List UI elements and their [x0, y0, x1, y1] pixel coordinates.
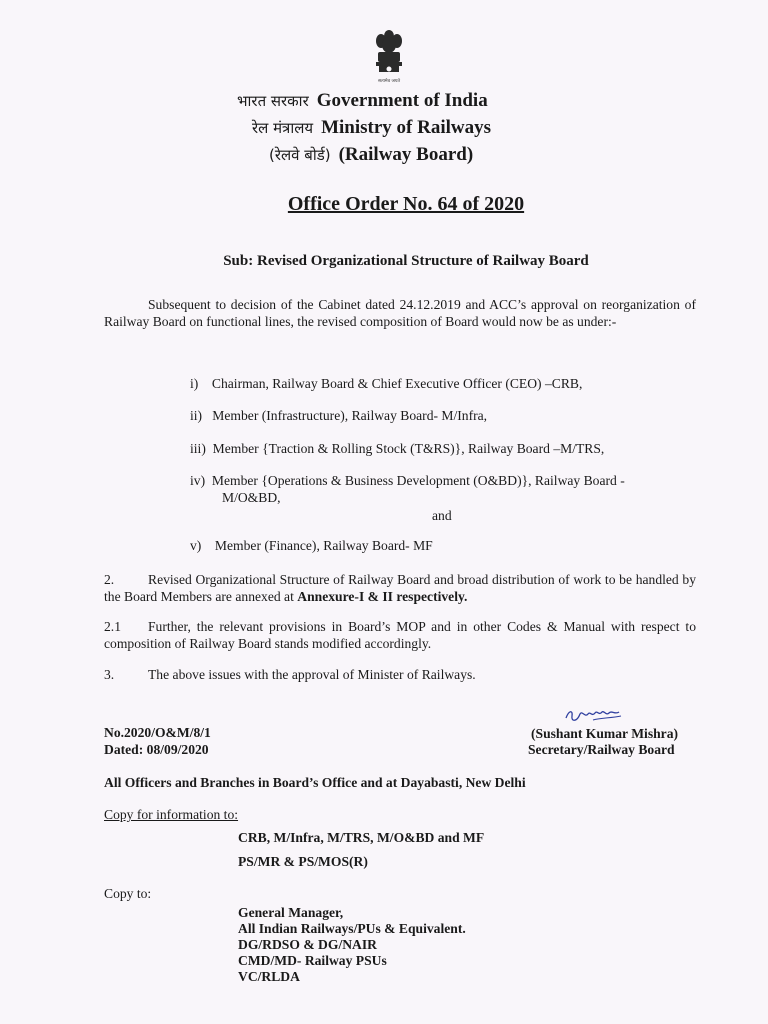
- reference-number: No.2020/O&M/8/1: [104, 725, 211, 740]
- header-line-2: [252, 117, 491, 139]
- list-item-text: Member {Operations & Business Development (O&BD)}, Railway Board -: [211, 473, 625, 488]
- copy-to-item: General Manager,: [238, 905, 344, 920]
- dated-line: Dated: 08/09/2020: [104, 742, 209, 757]
- list-item-number: i): [190, 376, 199, 391]
- header-english-3: (Railway Board): [338, 144, 474, 165]
- header-line-3: [269, 144, 473, 166]
- intro-paragraph: Subsequent to decision of the Cabinet dated 24.12.2019 and ACC’s approval on reorganization of Railway Board on functional lines, the revised composition of Board would now be as under:-: [104, 297, 696, 329]
- list-item-text: Member (Finance), Railway Board- MF: [214, 538, 433, 553]
- paragraph-bold-text: Annexure-I & II respectively.: [297, 589, 468, 604]
- and-connector: and: [432, 508, 452, 523]
- emblem-caption: सत्यमेव जयते: [377, 79, 401, 84]
- list-item-number: iv): [190, 473, 206, 488]
- signatory-title: Secretary/Railway Board: [528, 742, 675, 757]
- paragraph-text: Revised Organizational Structure of Railway Board and broad distribution of work to be handled by the Board Members are annexed at: [104, 572, 696, 604]
- copy-info-label: Copy for information to:: [104, 807, 239, 822]
- list-item: [190, 473, 625, 489]
- paragraph-text: Further, the relevant provisions in Board’s MOP and in other Codes & Manual with respect to composition of Railway Board stands modified accordingly.: [104, 619, 696, 651]
- paragraph-number: 3.: [104, 667, 115, 682]
- copy-to-item: VC/RLDA: [238, 969, 300, 984]
- list-item-continuation: M/O&BD,: [222, 490, 281, 505]
- list-item-text: Member {Traction & Rolling Stock (T&RS)}, Railway Board –M/TRS,: [212, 441, 605, 456]
- order-title: Office Order No. 64 of 2020: [287, 193, 525, 215]
- copy-info-item: PS/MR & PS/MOS(R): [238, 854, 368, 869]
- copy-to-label: Copy to:: [104, 886, 152, 901]
- list-item: [190, 408, 487, 424]
- copy-to-item: DG/RDSO & DG/NAIR: [238, 937, 377, 952]
- list-item: [190, 538, 433, 554]
- paragraph-2: [104, 571, 696, 605]
- copy-to-item: CMD/MD- Railway PSUs: [238, 953, 387, 968]
- list-item: [190, 376, 582, 392]
- list-item: [190, 441, 604, 457]
- copy-info-item: CRB, M/Infra, M/TRS, M/O&BD and MF: [238, 830, 485, 845]
- list-item-text: Member (Infrastructure), Railway Board- M/Infra,: [212, 408, 488, 423]
- list-item-text: Chairman, Railway Board & Chief Executive Officer (CEO) –CRB,: [211, 376, 583, 391]
- header-hindi-3: (रेलवे बोर्ड): [269, 146, 331, 164]
- signatory-name: (Sushant Kumar Mishra): [531, 726, 679, 741]
- paragraph-number: 2.: [104, 572, 115, 587]
- paragraph-2-1: [104, 618, 696, 652]
- list-item-number: v): [190, 538, 202, 553]
- list-item-number: iii): [190, 441, 206, 456]
- header-english-1: Government of India: [316, 90, 488, 111]
- header-english-2: Ministry of Railways: [321, 117, 492, 138]
- header-line-1: [237, 90, 488, 112]
- header-hindi-2: रेल मंत्रालय: [252, 119, 314, 137]
- addressee-line: All Officers and Branches in Board’s Office and at Dayabasti, New Delhi: [104, 775, 526, 790]
- paragraph-number: 2.1: [104, 619, 121, 634]
- paragraph-text: The above issues with the approval of Minister of Railways.: [148, 667, 476, 682]
- paragraph-3: [104, 666, 696, 683]
- national-emblem-icon: [372, 28, 406, 84]
- subject-line: Sub: Revised Organizational Structure of Railway Board: [223, 253, 589, 269]
- header-hindi-1: भारत सरकार: [237, 92, 309, 110]
- signature-icon: [563, 704, 625, 726]
- list-item-number: ii): [190, 408, 203, 423]
- copy-to-item: All Indian Railways/PUs & Equivalent.: [238, 921, 466, 936]
